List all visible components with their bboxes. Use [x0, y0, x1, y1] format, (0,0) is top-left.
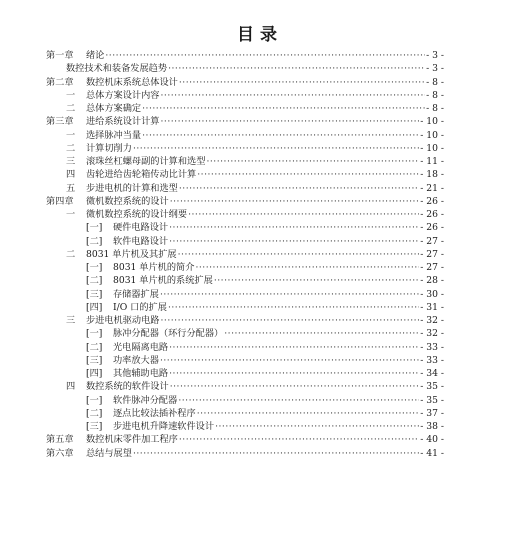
dot-leader [224, 327, 419, 340]
toc-page: - 30 - [420, 288, 444, 300]
toc-page: - 10 - [420, 129, 444, 141]
toc-label: 总体方案设计内容 [86, 89, 160, 101]
toc-entry [46, 102, 444, 115]
toc-number: [一] [86, 222, 103, 234]
toc-entry [46, 235, 444, 248]
toc-number: 第五章 [46, 434, 74, 446]
toc-label: 功率放大器 [113, 354, 159, 366]
toc-page: - 32 - [420, 328, 444, 340]
toc-page: - 41 - [420, 447, 444, 459]
dot-leader [179, 182, 419, 195]
toc-number: [四] [86, 368, 103, 379]
dot-leader [161, 115, 420, 128]
toc-entry [46, 447, 444, 460]
toc-page: - 3 - [426, 50, 444, 61]
toc-entry [46, 195, 444, 208]
toc-label: 步进电机驱动电路 [86, 315, 160, 326]
dot-leader [142, 129, 419, 142]
toc-page: - 27 - [420, 248, 444, 260]
toc-page: - 21 - [420, 182, 444, 194]
toc-number: 第六章 [46, 447, 74, 459]
toc-label: 数控机床零件加工程序 [86, 434, 178, 446]
toc-page: - 33 - [420, 341, 444, 353]
dot-leader [170, 195, 420, 208]
dot-leader [214, 274, 419, 287]
dot-leader [178, 394, 419, 407]
page-title: 目录 [237, 25, 283, 45]
toc-page: - 3 - [426, 63, 444, 75]
toc-number: 三 [66, 315, 76, 326]
toc-page: - 40 - [420, 434, 444, 446]
toc-label: 8031 单片机的简介 [113, 262, 195, 273]
toc-entry [46, 168, 444, 181]
toc-number: 第三章 [46, 116, 74, 128]
toc-number: 四 [66, 381, 76, 393]
dot-leader [178, 248, 420, 261]
toc-entry [46, 420, 444, 433]
dot-leader [169, 235, 419, 248]
dot-leader [169, 341, 419, 354]
toc-number: 二 [66, 248, 76, 260]
toc-label: 选择脉冲当量 [86, 129, 142, 141]
toc-entry [46, 76, 444, 89]
toc-label: 光电隔离电路 [113, 341, 169, 353]
toc-label: 进给系统设计计算 [86, 116, 160, 128]
toc-label: 绪论 [86, 50, 105, 61]
toc-entry [46, 221, 444, 234]
toc-number: 二 [66, 103, 76, 114]
dot-leader [215, 420, 419, 433]
toc-label: 微机数控系统的设计 [86, 195, 169, 207]
toc-number: [二] [86, 235, 103, 247]
dot-leader [160, 354, 419, 367]
toc-entry [46, 380, 444, 393]
toc-page: - 37 - [420, 407, 444, 419]
toc-page: - 34 - [420, 368, 444, 379]
toc-entry [46, 115, 444, 128]
toc-number: 一 [66, 89, 76, 101]
toc-label: 脉冲分配器（环行分配器） [113, 328, 224, 340]
dot-leader [179, 433, 419, 446]
toc-page: - 31 - [420, 301, 444, 313]
toc-page: - 27 - [420, 235, 444, 247]
toc-entry [46, 327, 444, 340]
toc-label: 总结与展望 [86, 447, 132, 459]
toc-label: 计算切削力 [86, 142, 132, 154]
toc-page: - 33 - [420, 354, 444, 366]
toc-number: [三] [86, 421, 103, 432]
toc-page: - 38 - [420, 421, 444, 432]
dot-leader [206, 155, 419, 168]
toc-number: [二] [86, 407, 103, 419]
dot-leader [133, 142, 419, 155]
dot-leader [160, 288, 419, 301]
dot-leader [179, 76, 425, 89]
toc-number: 第二章 [46, 76, 74, 88]
toc-entry [46, 261, 444, 274]
toc-label: 微机数控系统的设计纲要 [86, 209, 188, 220]
toc-entry [46, 142, 444, 155]
toc-number: 第一章 [46, 50, 74, 61]
dot-leader [168, 301, 419, 314]
dot-leader [188, 208, 419, 221]
toc-entry [46, 49, 444, 62]
toc-label: 其他辅助电路 [113, 368, 169, 379]
toc-entry [46, 89, 444, 102]
toc-label: 存储器扩展 [113, 288, 159, 300]
toc-page: - 8 - [426, 89, 444, 101]
toc-label: 硬件电路设计 [113, 222, 169, 234]
dot-leader [168, 62, 425, 75]
toc-number: 四 [66, 169, 76, 181]
toc-page: - 28 - [420, 275, 444, 287]
toc-entry [46, 274, 444, 287]
dot-leader [197, 168, 419, 181]
toc-label: 软件电路设计 [113, 235, 169, 247]
toc-page: - 35 - [420, 381, 444, 393]
toc-entry [46, 341, 444, 354]
toc-label: 滚珠丝杠螺母副的计算和选型 [86, 156, 206, 167]
toc-entry [46, 407, 444, 420]
toc-number: [四] [86, 301, 103, 313]
toc-entry [46, 182, 444, 195]
dot-leader [142, 102, 425, 115]
toc-entry [46, 129, 444, 142]
toc-label: 逐点比较法插补程序 [113, 407, 196, 419]
dot-leader [105, 49, 425, 62]
toc-entry [46, 208, 444, 221]
toc-page: - 10 - [420, 142, 444, 154]
toc-page: - 8 - [426, 103, 444, 114]
toc-label: 步进电机的计算和选型 [86, 182, 178, 194]
dot-leader [133, 447, 419, 460]
toc-label: 齿轮进给齿轮箱传动比计算 [86, 169, 197, 181]
toc-entry [46, 155, 444, 168]
toc-number: [二] [86, 275, 103, 287]
toc-number: 第四章 [46, 195, 74, 207]
toc-page: - 26 - [420, 222, 444, 234]
toc-number: 三 [66, 156, 76, 167]
toc-entry [46, 288, 444, 301]
toc-page: - 32 - [420, 315, 444, 326]
toc-label: 步进电机升降速软件设计 [113, 421, 215, 432]
toc-number: [三] [86, 288, 103, 300]
toc-label: 8031 单片机及其扩展 [86, 248, 177, 260]
toc-entry [46, 354, 444, 367]
toc-label: 总体方案确定 [86, 103, 142, 114]
toc-entry [46, 314, 444, 327]
toc-number: 五 [66, 182, 76, 194]
toc-number: [三] [86, 354, 103, 366]
toc-number: [一] [86, 262, 103, 273]
toc-page: - 8 - [426, 76, 444, 88]
toc-number: 一 [66, 129, 76, 141]
toc-entry [46, 433, 444, 446]
toc-entry [46, 394, 444, 407]
toc-number: [二] [86, 341, 103, 353]
toc-label: 8031 单片机的系统扩展 [113, 275, 213, 287]
toc-label: I/O 口的扩展 [113, 301, 167, 313]
dot-leader [169, 367, 419, 380]
toc-page: - 18 - [420, 169, 444, 181]
toc-page: - 26 - [420, 195, 444, 207]
toc-number: 一 [66, 209, 76, 220]
toc-page: - 10 - [420, 116, 444, 128]
toc-entry [46, 62, 444, 75]
toc-number: [一] [86, 394, 103, 406]
toc-page: - 11 - [420, 156, 444, 167]
toc-label: 数控机床系统总体设计 [86, 76, 178, 88]
dot-leader [161, 89, 426, 102]
dot-leader [161, 314, 420, 327]
toc-number: 二 [66, 142, 76, 154]
toc-page: - 35 - [420, 394, 444, 406]
toc-label: 数控技术和装备发展趋势 [66, 63, 168, 75]
toc-entry [46, 301, 444, 314]
toc-label: 软件脉冲分配器 [113, 394, 178, 406]
toc-entry [46, 367, 444, 380]
dot-leader [169, 221, 419, 234]
toc-page: - 26 - [420, 209, 444, 220]
toc-label: 数控系统的软件设计 [86, 381, 169, 393]
dot-leader [197, 407, 420, 420]
table-of-contents [46, 49, 444, 460]
toc-entry [46, 248, 444, 261]
toc-number: [一] [86, 328, 103, 340]
dot-leader [195, 261, 419, 274]
dot-leader [170, 380, 420, 393]
toc-page: - 27 - [420, 262, 444, 273]
